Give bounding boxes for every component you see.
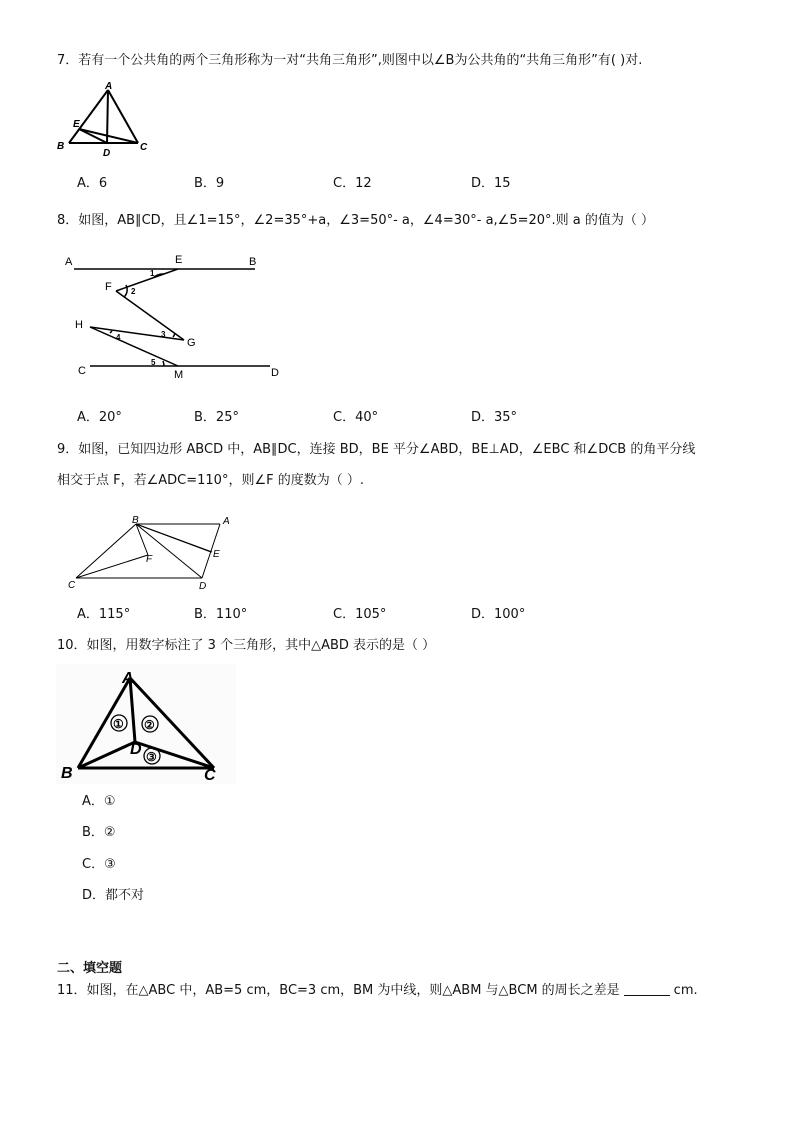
q8-label-d: D [271, 367, 279, 379]
q10-circle-3: ③ [146, 750, 157, 764]
q9-option-a[interactable]: A．115° [77, 607, 131, 622]
question-8-figure [60, 248, 290, 383]
question-8-text: 8．如图，AB∥CD，且∠1=15°，∠2=35°+a，∠3=50°- a，∠4=30°- a,∠5=20°.则 a 的值为（ ） [57, 213, 655, 228]
q8-option-c[interactable]: C．40° [333, 410, 379, 425]
q10-option-c[interactable]: C．③ [82, 857, 116, 872]
q10-option-d[interactable]: D．都不对 [82, 888, 145, 903]
question-10-text: 10．如图，用数字标注了 3 个三角形，其中△ABD 表示的是（ ） [57, 638, 436, 653]
q7-option-d[interactable]: D．15 [471, 176, 511, 191]
q8-angle-1: 1 [150, 269, 155, 278]
q10-label-d: D [130, 741, 142, 758]
q8-angle-4: 4 [116, 333, 121, 342]
q10-circle-2: ② [144, 718, 155, 732]
q7-label-b: B [57, 141, 65, 152]
q9-label-d: D [199, 581, 207, 592]
q8-label-g: G [187, 337, 196, 349]
q8-label-e: E [175, 254, 183, 266]
q8-option-d[interactable]: D．35° [471, 410, 518, 425]
q10-option-b[interactable]: B．② [82, 825, 116, 840]
q7-option-b[interactable]: B．9 [194, 176, 225, 191]
q8-angle-2: 2 [131, 287, 136, 296]
q9-label-e: E [213, 549, 220, 560]
q10-circle-1: ① [113, 717, 124, 731]
q8-option-b[interactable]: B．25° [194, 410, 239, 425]
q7-label-c: C [140, 142, 148, 153]
q9-label-b: B [132, 515, 139, 526]
q9-option-b[interactable]: B．110° [194, 607, 248, 622]
q10-label-c: C [204, 767, 216, 784]
question-9-line-1: 9．如图，已知四边形 ABCD 中，AB∥DC，连接 BD，BE 平分∠ABD，BE⊥AD，∠EBC 和∠DCB 的角平分线 [57, 442, 696, 457]
q7-label-e: E [73, 119, 80, 130]
q9-label-c: C [68, 580, 76, 591]
q9-label-a: A [223, 516, 230, 527]
q9-option-c[interactable]: C．105° [333, 607, 387, 622]
q7-label-a: A [105, 81, 113, 92]
q8-label-f: F [105, 281, 112, 293]
q10-label-a: A [122, 670, 134, 687]
q8-angle-5: 5 [151, 358, 156, 367]
q11-text-after: cm. [673, 983, 698, 998]
q8-label-h: H [75, 319, 83, 331]
question-7-text: 7．若有一个公共角的两个三角形称为一对“共角三角形”,则图中以∠B为公共角的“共角三角形”有( )对. [57, 53, 643, 68]
q11-text-before: 11．如图，在△ABC 中，AB=5 cm，BC=3 cm，BM 为中线，则△ABM 与△BCM 的周长之差是 [57, 983, 620, 998]
question-10-figure [56, 664, 236, 784]
q10-option-a[interactable]: A．① [82, 794, 116, 809]
q11-answer-blank[interactable] [624, 982, 670, 996]
q8-option-a[interactable]: A．20° [77, 410, 122, 425]
q8-angle-3: 3 [161, 330, 166, 339]
section-2-title: 二、填空题 [57, 961, 123, 976]
q8-label-m: M [174, 369, 184, 381]
question-9-line-2: 相交于点 F，若∠ADC=110°，则∠F 的度数为（ ）. [57, 473, 364, 488]
q7-option-a[interactable]: A．6 [77, 176, 108, 191]
question-7-figure [55, 80, 155, 162]
q9-label-f: F [146, 554, 153, 565]
q8-label-b: B [249, 256, 257, 268]
question-9-figure [62, 512, 242, 592]
q9-option-d[interactable]: D．100° [471, 607, 526, 622]
question-11-text [57, 982, 698, 1000]
q8-label-c: C [78, 365, 86, 377]
q8-label-a: A [65, 256, 73, 268]
q7-label-d: D [103, 148, 111, 159]
q10-label-b: B [61, 765, 73, 782]
q7-option-c[interactable]: C．12 [333, 176, 372, 191]
